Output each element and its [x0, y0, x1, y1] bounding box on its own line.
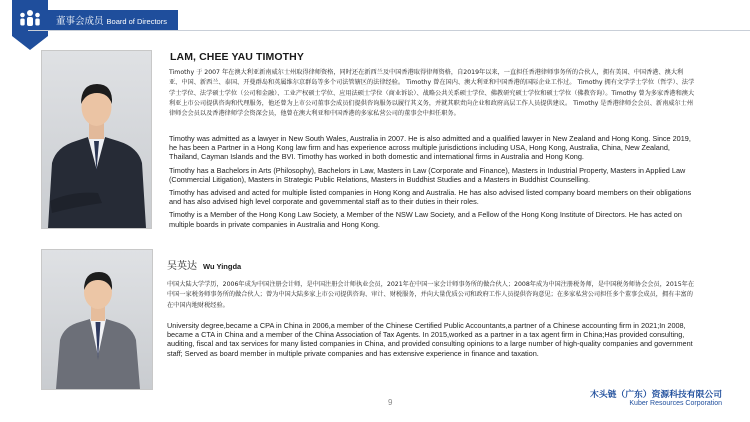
director-bio-en: University degree,became a CPA in China in 2006,a member of the Chinese Certified Public Accountants,a partner of a Chinese accounting firm in 2021;In 2008, became a CTA in China and a member of the China Association of Tax Agents. In 2015,worked as a partner in a tax agent firm in China;Has provided consulting, auditing, fiscal and tax services for many listed companies in China, and provided consulting opinions to a large number of high-quality companies and government staff; Served as board member in multiple private companies and has extensive experience in finance and taxation.: [167, 321, 693, 358]
section-title-en: Board of Directors: [106, 17, 167, 26]
page-number: 9: [388, 398, 393, 407]
section-title: [56, 13, 167, 27]
bio-paragraph: Timothy was admitted as a lawyer in New South Wales, Australia in 2007. He is also admitted and a qualified lawyer in New Zealand and Hong Kong. Since 2019, he has been a Partner in a Hong Kong law firm and has experience across multiple jurisdictions including USA, Hong Kong, Australia, China, New Zealand, Thailand, Cayman Islands and the BVI. Timothy has worked in both domestic and international firms in Australia and Hong Kong.: [169, 134, 691, 162]
bio-paragraph: Timothy is a Member of the Hong Kong Law Society, a Member of the NSW Law Society, and a Fellow of the Hong Kong Institute of Directors. He has acted on multiple boards in private companies in Australia and Hong Kong.: [169, 210, 682, 229]
director-photo-wu: [41, 249, 153, 390]
director-name-en: Wu Yingda: [203, 262, 242, 271]
section-title-cn: 董事会成员: [56, 16, 104, 27]
bio-paragraph: Timothy has a Bachelors in Arts (Philosophy), Bachelors in Law, Masters in Law (Corporate and Finance), Masters in Industrial Property, Masters in Applied Law (Commercial Litigation), Masters in Strategic Public Relations, Masters in Buddhist Studies and a Masters in Buddhist Counselling.: [169, 165, 686, 184]
director-bio-cn: Timothy 于 2007 年在澳大利亚新南威尔士州取得律师资格，同时还在新西兰及中国香港取得律师资格，自2019年以来，一直担任香港律师事务所的合伙人，拥有美国、中国香港、澳大利亚、中国、新西兰、泰国、开曼群岛和英属维尔京群岛等多个司法管辖区的法律经验。 Timothy 曾在国内、澳大利亚和中国香港的国际企业工作过。 Timothy 拥有文学学士学位（哲学）、法学学士学位、法学硕士学位（公司和金融）、工业产权硕士学位、应用法硕士学位（商业诉讼）、战略公共关系硕士学位、佛教研究硕士学位和硕士学位（佛教咨询）。Timothy 曾为多家香港和澳大利亚上市公司提供咨询和代理服务，他还曾为上市公司董事会成员们提供咨询服务以履行其义务，并就其职责向企业和政府高层工作人员提供建议。 Timothy 是香港律师会会员、新南威尔士州律师会会员以及香港律师学会资深会员，他曾在澳大利亚和中国香港的多家私营公司的董事会中担任职务。: [169, 69, 695, 118]
director-name-cn: 吴英达: [167, 261, 197, 272]
header-divider: [28, 30, 750, 31]
company-name-en: Kuber Resources Corporation: [629, 400, 722, 407]
company-name-cn: 木头链（广东）资源科技有限公司: [590, 390, 722, 400]
director-photo-timothy: [41, 50, 152, 229]
bio-paragraph: Timothy has advised and acted for multiple listed companies in Hong Kong and Australia. He has also advised listed company board members on their obligations and has also advised high level corporate and governmental staff as to their duties in their roles.: [169, 188, 692, 207]
director-name: LAM, CHEE YAU TIMOTHY: [170, 51, 304, 63]
people-group-icon: [12, 0, 48, 50]
director-bio-cn: 中国大陆大学学历，2006年成为中国注册会计师，是中国注册会计师执业会员，2021年在中国一家会计师事务所的做合伙人；2008年成为中国注册税务师，是中国税务师协会会员，2015年在中国一家税务师事务所的做合伙人；曾为中国大陆多家上市公司提供咨询、审计、财税服务，并向大量优质公司和政府工作人员提供咨询意见；在多家私营公司担任多个董事会成员，拥有丰富的在中国内地财税经验。: [167, 281, 695, 309]
director-bio-en: [169, 134, 699, 233]
director-name: [167, 257, 241, 272]
